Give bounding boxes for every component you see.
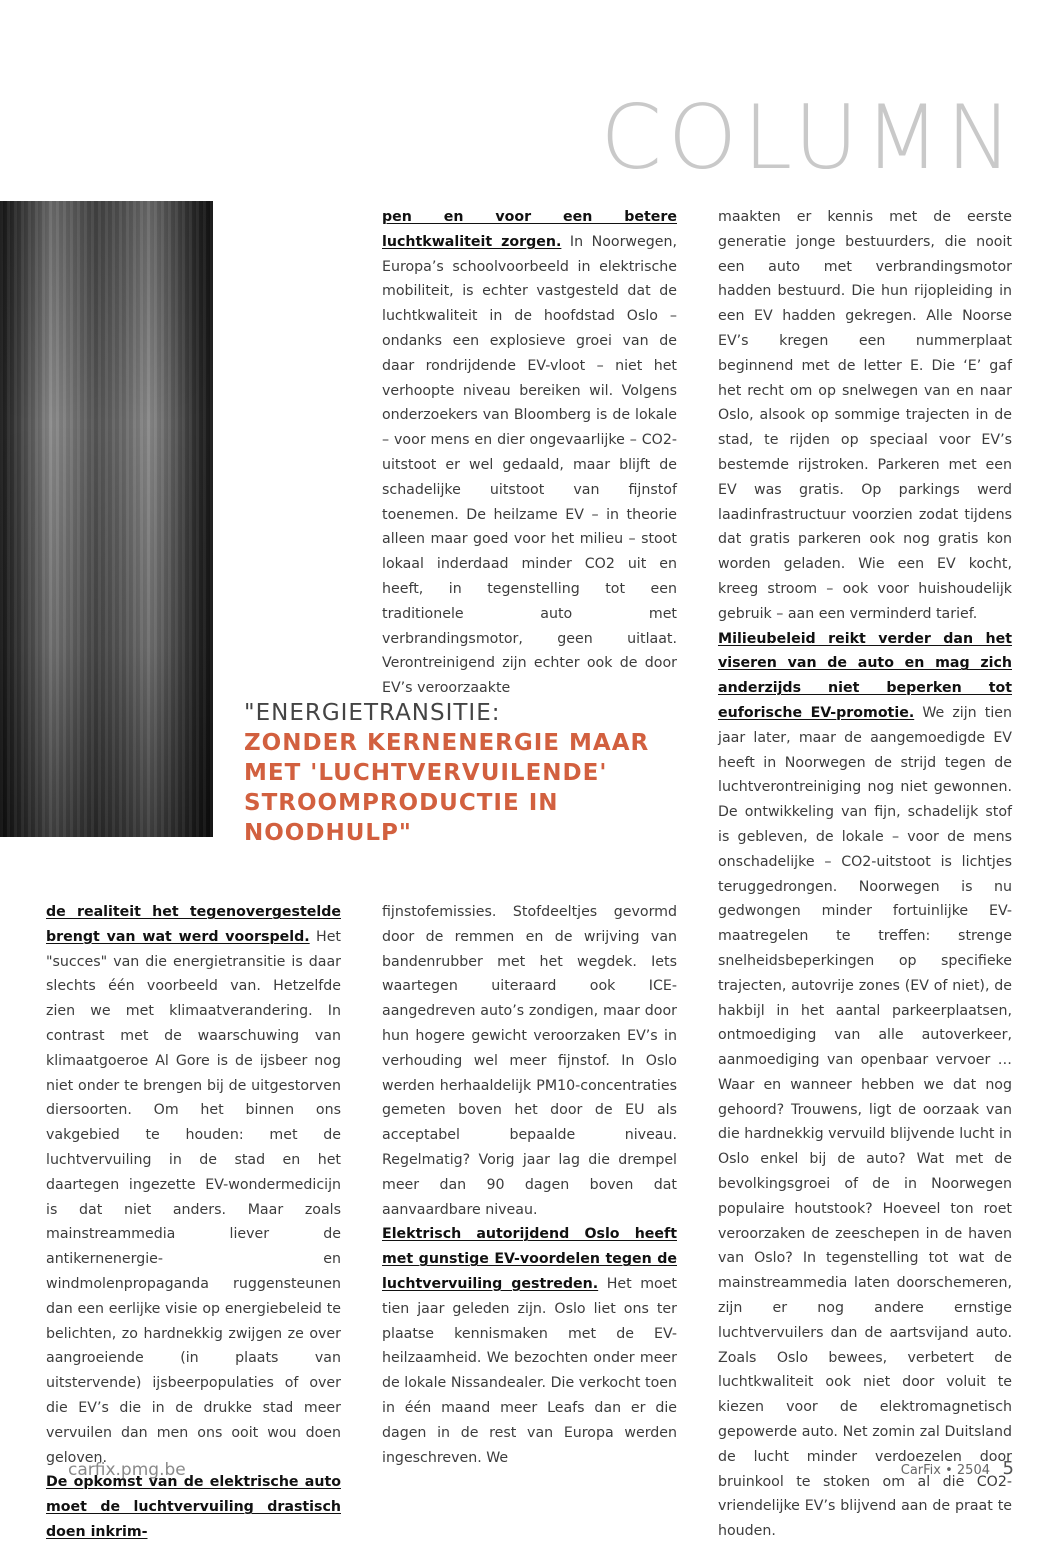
paragraph	[382, 900, 677, 1222]
footer-magazine	[901, 1463, 990, 1478]
pull-quote-line2: ZONDER KERNENERGIE MAAR MET 'LUCHTVERVUILENDE' STROOMPRODUCTIE IN NOODHULP"	[244, 730, 650, 846]
paragraph	[718, 205, 1012, 627]
column-left-bottom	[46, 900, 341, 1545]
page-number: 5	[1002, 1458, 1014, 1479]
magazine-issue: CarFix • 2504	[900, 1463, 990, 1478]
paragraph-text: maakten er kennis met de eerste generatie jonge bestuurders, die nooit een auto met verbrandingsmotor hadden bestuurd. Die hun rijopleiding in een EV hadden gekregen. Alle Noorse EV’s kregen een nummerplaat beginnend met de letter E. Die ‘E’ gaf het recht om op snelwegen van en naar Oslo, alsook op sommige trajecten in de stad, te rijden op speciaal voor EV’s bestemde rijstroken. Parkeren met een EV was gratis. Op parkings werd laadinfrastructuur voorzien zodat tijdens dat gratis parkeren ook nog gratis kon worden geladen. Wie een EV kocht, kreeg stroom – ook voor huishoudelijk gebruik – aan een verminderd tarief.	[718, 209, 1012, 622]
paragraph-lead: pen en voor een betere luchtkwaliteit zorgen.	[382, 209, 677, 250]
pull-quote-line1: "ENERGIETRANSITIE:	[244, 700, 501, 726]
paragraph-text: In Noorwegen, Europa’s schoolvoorbeeld in elektrische mobiliteit, is echter vastgesteld dat de luchtkwaliteit in de hoofdstad Oslo – ondanks een explosieve groei van de daar rondrijdende EV-vloot – niet het verhoopte niveau bereiken wil. Volgens onderzoekers van Bloomberg is de lokale – voor mens en dier ongevaarlijke – CO2-uitstoot er wel gedaald, maar blijft de schadelijke uitstoot van fijnstof toenemen. De heilzame EV – in theorie alleen maar goed voor het milieu – stoot lokaal inderdaad minder CO2 uit en heeft, in tegenstelling tot een traditionele auto met verbrandingsmotor, geen uitlaat. Verontreinigend zijn echter ook de door EV’s veroorzaakte	[382, 233, 678, 697]
paragraph-lead: de realiteit het tegenovergestelde brengt van wat werd voorspeld.	[46, 904, 341, 945]
column-middle-top	[382, 205, 677, 701]
column-middle-bottom	[382, 900, 677, 1470]
pull-quote	[244, 698, 684, 848]
paragraph	[718, 627, 1012, 1544]
paragraph	[46, 1470, 341, 1544]
paragraph-text: Het moet tien jaar geleden zijn. Oslo liet ons ter plaatse kennismaken met de EV-heilzaamheid. We bezochten onder meer de lokale Nissandealer. Die verkocht toen in één maand meer Leafs dan er die dagen in de rest van Europa werden ingeschreven. We	[382, 1275, 677, 1466]
section-title: COLUMN	[600, 86, 1018, 189]
paragraph-text: fijnstofemissies. Stofdeeltjes gevormd door de remmen en de wrijving van bandenrubber met het wegdek. Iets waartegen uiteraard ook ICE-aangedreven auto’s zondigen, maar door hun hogere gewicht veroorzaken EV’s in verhouding wel meer fijnstof. In Oslo werden herhaaldelijk PM10-concentraties gemeten boven het door de EU als acceptabel bepaalde niveau. Regelmatig? Vorig jaar lag die drempel meer dan 90 dagen boven dat aanvaardbare niveau.	[382, 904, 677, 1218]
paragraph-text: We zijn tien jaar later, maar de aangemoedigde EV heeft in Noorwegen de strijd tegen de luchtverontreiniging nog niet gewonnen. De ontwikkeling van fijn, schadelijk stof is gebleven, de lokale – voor de mens onschadelijke – CO2-uitstoot is lichtjes teruggedrongen. Noorwegen is nu gedwongen minder fortuinlijke EV-maatregelen te treffen: strenge snelheidsbeperkingen op specifieke trajecten, autovrije zones (EV of niet), de hakbijl in het aantal parkeerplaatsen, ontmoediging van alle autoverkeer, aanmoediging van openbaar vervoer … Waar en wanneer hebben we dat nog gehoord? Trouwens, ligt de oorzaak van die hardnekkig vervuild blijvende lucht in Oslo enkel bij de auto? Wat met de bevolkingsgroei of de in Noorwegen populaire houtstook? Hoeveel ton roet veroorzaken de zeeschepen in de haven van Oslo? In tegenstelling tot wat de mainstreammedia laten doorschemeren, zijn er nog andere ernstige luchtvervuilers dan de aartsvijand auto. Zoals Oslo bewees, verbetert de luchtkwaliteit ook niet door voluit te kiezen voor de elektromagnetisch gepowerde auto. Net zomin zal Duitsland de lucht minder verdoezelen door bruinkool te stoken om al die CO2-vriendelijke EV’s blijvend aan de praat te houden.	[718, 704, 1012, 1540]
paragraph	[382, 205, 677, 701]
paragraph-lead: Elektrisch autorijdend Oslo heeft met gunstige EV-voordelen tegen de luchtvervuiling gestreden.	[382, 1226, 677, 1292]
paragraph	[382, 1222, 677, 1470]
article-photo	[0, 201, 213, 837]
paragraph-text: Het "succes" van die energietransitie is daar slechts één voorbeeld van. Hetzelfde zien we met klimaatverandering. In contrast met de waarschuwing van klimaatgoeroe Al Gore is de ijsbeer nog niet onder te brengen bij de uitgestorven diersoorten. Om het binnen ons vakgebied te houden: met de luchtvervuiling in de stad en het daartegen ingezette EV-wondermedicijn is dat niet anders. Maar zoals mainstreammedia liever de antikernenergie- en windmolenpropaganda ruggensteunen dan een eerlijke visie op energiebeleid te belichten, zo hardnekkig zwijgen ze over aangroeiende (in plaats van uitstervende) ijsbeerpopulaties of over die EV’s die in de drukke stad meer vervuilen dan men ons ooit wou doen geloven.	[46, 928, 341, 1466]
footer-website: carfix.pmg.be	[68, 1460, 186, 1480]
paragraph	[46, 900, 341, 1470]
paragraph-lead: Milieubeleid reikt verder dan het viseren van de auto en mag zich anderzijds niet beperken tot euforische EV-promotie.	[718, 630, 1012, 721]
paragraph-lead: De opkomst van de elektrische auto moet de luchtvervuiling drastisch doen inkrim-	[46, 1474, 341, 1540]
column-right	[718, 205, 1012, 1544]
